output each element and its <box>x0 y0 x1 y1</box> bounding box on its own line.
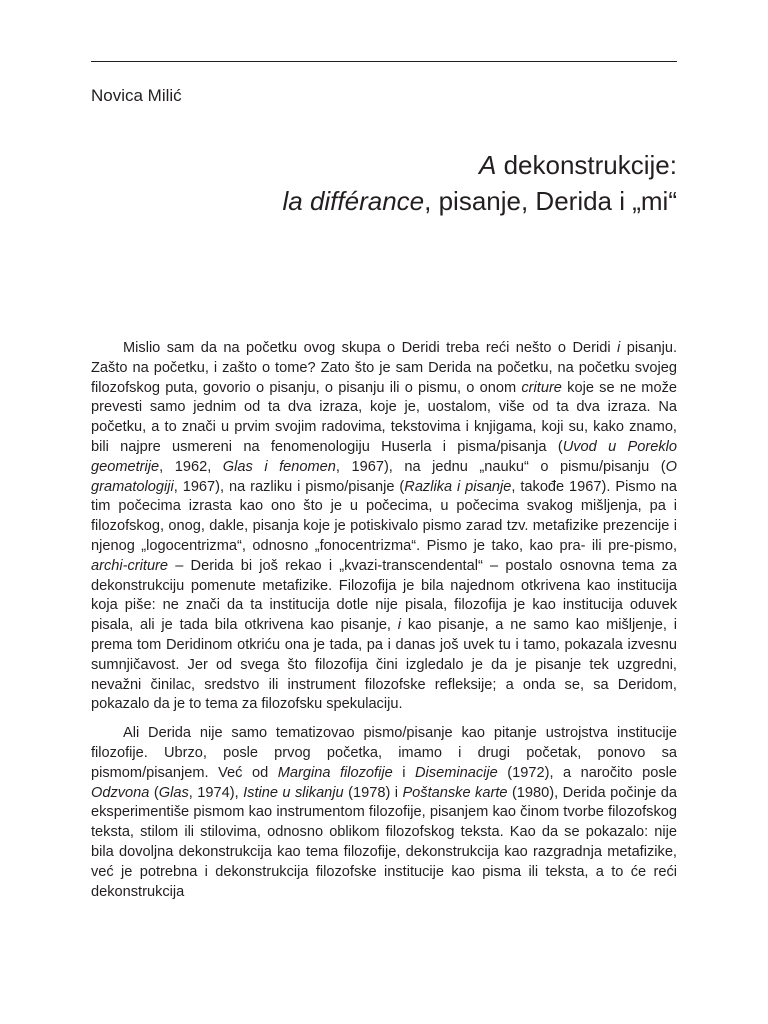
header-rule <box>91 61 677 62</box>
text-run: pisanju. Zašto na početku, i zašto o tome? Zato što je sam Derida na početku, na početku svojeg filozofskog puta, govorio o pisanju, o pisanju ili o pismu, o onom <box>91 340 677 396</box>
text-run: , 1962, <box>159 458 223 475</box>
title-line-1 <box>91 147 677 183</box>
article-title <box>91 147 677 219</box>
text-run: i <box>392 764 415 781</box>
text-run: koje se ne može prevesti samo jednim od ta dva izraza, koje je, uostalom, više od ta dva izraza. Na početku, a to znači u prvim svojim radovima, tekstovima i knjigama, koji su, kako znamo, bili najpre usmereni na fenomenologiju Huserla i pisma/pisanja ( <box>91 379 677 455</box>
italic-text: Uvod u Poreklo geometrije <box>91 438 677 475</box>
text-run: (1978) i <box>343 784 403 801</box>
italic-text: i <box>617 340 621 356</box>
text-run: Ali Derida nije samo tematizovao pismo/pisanje kao pitanje ustrojstva institucije filozofije. Ubrzo, posle prvog početka, imamo i drugi početak, ponovo sa pismom/pisanjem. Već od <box>91 725 677 781</box>
italic-text: Odzvona <box>91 784 150 801</box>
text-run: (1980), Derida počinje da eksperimentiše pismom kao instrumentom filozofije, pisanjem kao činom tvorbe filozofskog teksta, stilom ili stilovima, odnosno oblikom filozofskog teksta. Kao da se pokazalo: nije bila dovoljna dekonstrukcija kao tema filozofije, dekonstrukcija kao razgradnja metafizike, već je potrebna i dekonstrukcija filozofske institucije kao pisma ili teksta, a to će reći dekonstrukcija <box>91 784 678 900</box>
title-line-1-text: dekonstrukcije: <box>496 150 677 180</box>
title-line-1-italic: A <box>479 150 497 180</box>
italic-text: Glas i fenomen <box>222 458 336 475</box>
text-run: ( <box>149 784 159 801</box>
paragraph-2 <box>91 724 677 902</box>
italic-text: O gramatologiji <box>91 458 678 495</box>
italic-text: Poštanske karte <box>402 784 508 801</box>
title-line-2 <box>91 183 677 219</box>
italic-text: archi-criture <box>91 557 169 574</box>
text-run: , 1967), na razliku i pismo/pisanje ( <box>173 478 405 495</box>
italic-text: Razlika i pisanje <box>404 478 512 495</box>
italic-text: Istine u slikanju <box>243 784 344 801</box>
italic-text: criture <box>521 379 562 396</box>
paragraph-1 <box>91 339 677 715</box>
text-run: (1972), a naročito posle <box>497 764 677 781</box>
article-body <box>91 339 677 902</box>
italic-text: Glas <box>158 784 189 801</box>
title-line-2-italic: la différance <box>282 186 425 216</box>
text-run: , 1974), <box>188 784 244 801</box>
italic-text: Diseminacije <box>415 764 498 781</box>
text-run: Mislio sam da na početku ovog skupa o Deridi treba reći nešto o Deridi <box>123 340 618 356</box>
text-run: kao pisanje, a ne samo kao mišljenje, i prema tom Deridinom otkriću ona je tada, pa i danas još uvek tu i tamo, pokazala izvesnu sumnjičavost. Jer od svega što filozofija čini izgledalo je da je pisanje tek uzgredni, nevažni činilac, sredstvo ili instrument filozofske refleksije; a onda se, sa Deridom, pokazalo da je to tema za filozofsku spekulaciju. <box>91 617 677 713</box>
italic-text: Margina filozofije <box>277 764 393 781</box>
text-run: , 1967), na jednu „nauku“ o pismu/pisanju ( <box>335 458 666 475</box>
italic-text: i <box>397 617 402 634</box>
text-run: – Derida bi još rekao i „kvazi-transcendental“ – postalo osnovna tema za dekonstrukciju pomenute metafizike. Filozofija je bila najednom otkrivena kao institucija koja piše: ne znači da ta institucija dotle nije pisala, filozofija je kao institucija oduvek pisala, ali je tada bila otkrivena kao pisanje, <box>91 557 677 634</box>
author-name: Novica Milić <box>91 86 182 105</box>
text-run: , takođe 1967). Pismo na tim počecima izrasta kao ono što je u počecima, u počecima svakog mišljenja, pa i filozofskog, onog, dakle, pisanja koje je potiskivalo pismo zarad tzv. metafizike prezencije i njenog „logocentrizma“, odnosno „fonocentrizma“. Pismo je tako, kao pra- ili pre-pismo, <box>91 478 678 554</box>
title-line-2-text: , pisanje, Derida i „mi“ <box>424 186 677 216</box>
